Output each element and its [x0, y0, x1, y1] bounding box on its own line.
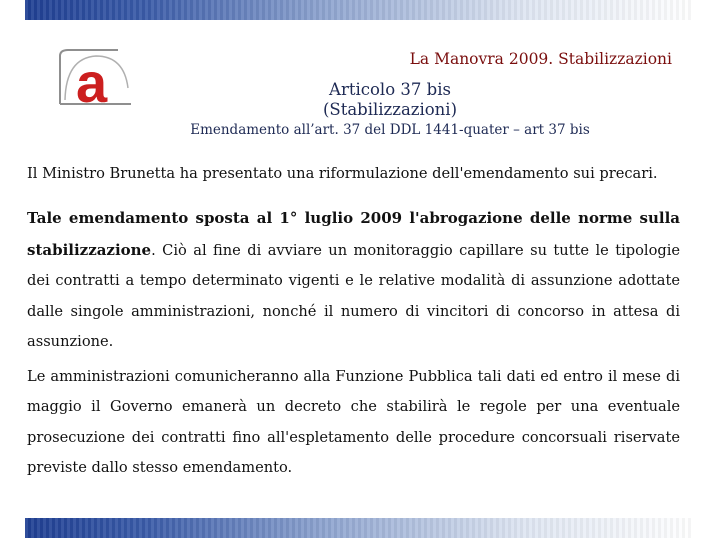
body-text: [27, 162, 680, 484]
bottom-decorative-band: [25, 518, 693, 538]
section-title: La Manovra 2009. Stabilizzazioni: [409, 50, 672, 68]
logo: [58, 48, 133, 105]
paragraph-intro: Il Ministro Brunetta ha presentato una riformulazione dell'emendamento sui precari.: [27, 165, 658, 182]
logo-letter: a: [76, 51, 108, 105]
paragraph-postponement: [27, 203, 680, 358]
paragraph-decree: Le amministrazioni comunicheranno alla Funzione Pubblica tali dati ed entro il mese di maggio il Governo emanerà un decreto che stabilirà le regole per una eventuale prosecuzione dei contratti fino all'espletamento delle procedure concorsuali riservate previste dallo stesso emendamento.: [27, 367, 680, 476]
amendment-reference: Emendamento all’art. 37 del DDL 1441-quater – art 37 bis: [190, 122, 590, 138]
top-decorative-band: [25, 0, 693, 20]
article-number: Articolo 37 bis: [329, 80, 451, 99]
logo-a-icon: [58, 48, 133, 105]
paragraph-postponement-bold: Tale emendamento sposta al 1° luglio 2009 l'abrogazione delle norme sulla stabilizzazione: [27, 209, 680, 259]
article-heading: [240, 80, 540, 120]
article-subtitle: (Stabilizzazioni): [322, 100, 458, 119]
paragraph-postponement-rest: . Ciò al fine di avviare un monitoraggio capillare su tutte le tipologie dei contratti a tempo determinato vigenti e le relative modalità di assunzione adottate dalle singole amministrazioni, nonché il numero di vincitori di concorso in attesa di assunzione.: [27, 241, 680, 350]
